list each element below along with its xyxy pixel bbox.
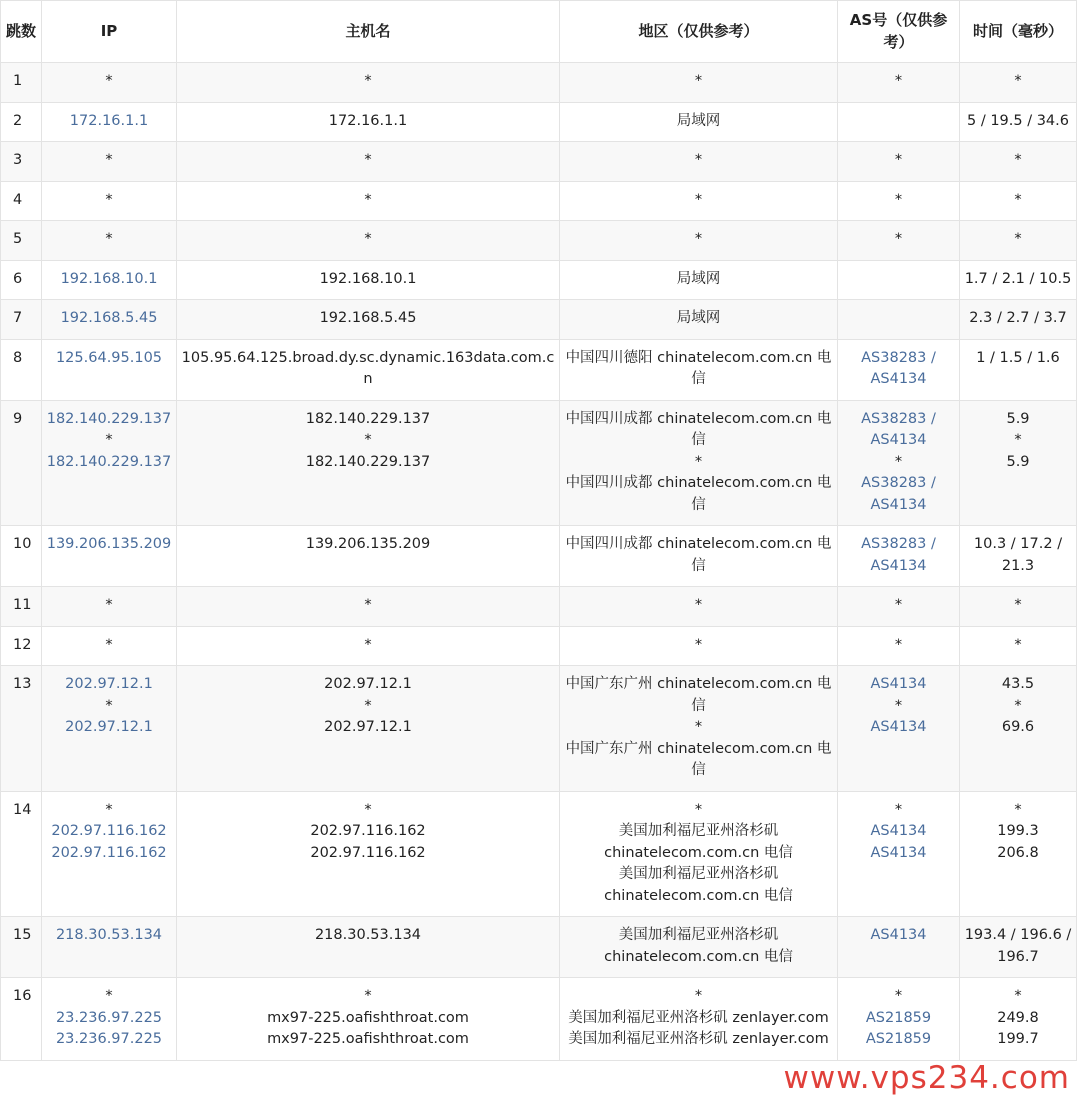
as-link[interactable]: AS38283 / AS4134	[861, 475, 936, 513]
cell-region	[560, 626, 838, 666]
cell-time	[960, 666, 1077, 792]
cell-region	[560, 181, 838, 221]
table-row	[1, 300, 1077, 340]
cell-host	[177, 587, 560, 627]
cell-time-text: *	[1014, 191, 1022, 208]
cell-region-text: *	[694, 231, 703, 247]
ip-link[interactable]: 172.16.1.1	[69, 112, 149, 129]
cell-as	[838, 181, 960, 221]
cell-as	[838, 526, 960, 587]
cell-region-text: 局域网	[676, 310, 721, 326]
cell-time-text: *	[1014, 988, 1022, 1004]
cell-as	[838, 300, 960, 340]
cell-ip-text: *	[105, 988, 113, 1004]
cell-hop: 3	[1, 142, 42, 182]
cell-time-text: 5.9	[1006, 453, 1030, 470]
cell-host-text: *	[364, 191, 372, 208]
cell-as	[838, 221, 960, 261]
cell-time	[960, 260, 1077, 300]
cell-hop: 15	[1, 917, 42, 978]
cell-host	[177, 300, 560, 340]
cell-as	[838, 400, 960, 526]
cell-as	[838, 917, 960, 978]
cell-region	[560, 400, 838, 526]
cell-host-text: mx97-225.oafishthroat.com	[267, 1031, 469, 1047]
cell-region-text: 美国加利福尼亚州洛杉矶 zenlayer.com	[568, 1031, 829, 1047]
cell-time-text: 206.8	[997, 844, 1039, 861]
cell-region	[560, 221, 838, 261]
header-ip: IP	[42, 1, 177, 63]
cell-as-text: *	[894, 191, 903, 208]
cell-ip-text: *	[105, 73, 113, 89]
cell-region-text: 中国四川成都 chinatelecom.com.cn 电信	[565, 475, 832, 513]
cell-region	[560, 526, 838, 587]
table-row	[1, 400, 1077, 526]
cell-ip	[42, 400, 177, 526]
cell-region	[560, 339, 838, 400]
cell-ip	[42, 221, 177, 261]
cell-host-text: 192.168.10.1	[319, 270, 417, 287]
cell-ip	[42, 978, 177, 1061]
cell-host	[177, 260, 560, 300]
cell-time-text: 10.3 / 17.2 / 21.3	[973, 536, 1063, 574]
cell-time	[960, 587, 1077, 627]
cell-time-text: 249.8	[997, 1009, 1039, 1026]
cell-time-text: 199.7	[997, 1031, 1039, 1047]
watermark: www.vps234.com	[783, 1060, 1070, 1096]
cell-hop: 16	[1, 978, 42, 1061]
cell-as-text: *	[894, 988, 903, 1004]
cell-time	[960, 400, 1077, 526]
cell-host-text: 202.97.116.162	[310, 844, 426, 861]
cell-as	[838, 63, 960, 103]
cell-ip-text: *	[105, 231, 113, 247]
cell-host-text: *	[364, 988, 372, 1004]
cell-host-text: *	[364, 801, 372, 818]
cell-host	[177, 221, 560, 261]
cell-hop: 10	[1, 526, 42, 587]
as-link[interactable]: AS21859	[865, 1031, 932, 1047]
cell-ip	[42, 526, 177, 587]
cell-region-text: 中国广东广州 chinatelecom.com.cn 电信	[565, 676, 832, 714]
cell-time-text: *	[1014, 152, 1022, 168]
cell-ip-text: *	[105, 636, 113, 653]
cell-time-text: *	[1014, 697, 1022, 714]
cell-host-text: mx97-225.oafishthroat.com	[267, 1009, 469, 1026]
cell-time	[960, 142, 1077, 182]
cell-hop: 6	[1, 260, 42, 300]
cell-time-text: 5.9	[1006, 410, 1030, 427]
cell-host-text: *	[364, 697, 372, 714]
cell-ip-text: *	[105, 801, 113, 818]
cell-host	[177, 666, 560, 792]
cell-hop: 7	[1, 300, 42, 340]
cell-region	[560, 260, 838, 300]
cell-time	[960, 181, 1077, 221]
cell-region-text: *	[694, 988, 703, 1004]
cell-host	[177, 63, 560, 103]
as-link[interactable]: AS4134	[870, 844, 927, 861]
cell-region-text: *	[694, 152, 703, 168]
cell-region-text: 中国四川德阳 chinatelecom.com.cn 电信	[565, 349, 832, 387]
cell-as	[838, 260, 960, 300]
ip-link[interactable]: 23.236.97.225	[55, 1009, 163, 1026]
cell-host	[177, 142, 560, 182]
as-link[interactable]: AS38283 / AS4134	[861, 536, 936, 574]
cell-region-text: *	[694, 597, 703, 613]
as-link[interactable]: AS4134	[870, 823, 927, 839]
table-row	[1, 526, 1077, 587]
cell-region-text: *	[694, 801, 703, 818]
cell-host-text: 202.97.12.1	[324, 719, 412, 735]
cell-host-text: *	[364, 152, 372, 168]
cell-time-text: 2.3 / 2.7 / 3.7	[969, 310, 1067, 326]
cell-hop: 12	[1, 626, 42, 666]
cell-host-text: 172.16.1.1	[328, 112, 408, 129]
cell-hop: 1	[1, 63, 42, 103]
cell-host-text: 218.30.53.134	[314, 927, 422, 943]
cell-hop: 2	[1, 102, 42, 142]
cell-region	[560, 63, 838, 103]
cell-time-text: 5 / 19.5 / 34.6	[966, 112, 1069, 129]
cell-as	[838, 339, 960, 400]
ip-link[interactable]: 182.140.229.137	[46, 410, 172, 427]
table-row	[1, 978, 1077, 1061]
cell-ip	[42, 142, 177, 182]
cell-time	[960, 526, 1077, 587]
cell-as	[838, 587, 960, 627]
cell-region-text: *	[694, 636, 703, 653]
cell-ip-text: *	[105, 697, 113, 714]
header-as: AS号（仅供参考）	[838, 1, 960, 63]
cell-host-text: 182.140.229.137	[305, 410, 431, 427]
cell-region-text: *	[694, 73, 703, 89]
as-link[interactable]: AS4134	[870, 719, 927, 735]
cell-hop: 5	[1, 221, 42, 261]
cell-ip	[42, 260, 177, 300]
ip-link[interactable]: 192.168.5.45	[60, 310, 158, 326]
cell-host-text: 105.95.64.125.broad.dy.sc.dynamic.163data.com.cn	[181, 349, 555, 387]
cell-ip-text: *	[105, 152, 113, 168]
cell-as	[838, 791, 960, 917]
cell-ip	[42, 63, 177, 103]
cell-time-text: 69.6	[1001, 719, 1035, 735]
cell-ip	[42, 626, 177, 666]
cell-host-text: *	[364, 432, 372, 448]
cell-hop: 13	[1, 666, 42, 792]
cell-as-text: *	[894, 636, 903, 653]
table-row	[1, 63, 1077, 103]
cell-host-text: 202.97.12.1	[324, 676, 412, 692]
cell-region	[560, 791, 838, 917]
cell-region-text: *	[694, 719, 703, 735]
cell-region-text: 美国加利福尼亚州洛杉矶 chinatelecom.com.cn 电信	[604, 866, 793, 904]
cell-time-text: *	[1014, 636, 1022, 653]
table-row	[1, 142, 1077, 182]
cell-host	[177, 626, 560, 666]
cell-host-text: *	[364, 597, 372, 613]
cell-ip	[42, 181, 177, 221]
cell-region-text: *	[694, 191, 703, 208]
cell-time-text: 193.4 / 196.6 / 196.7	[964, 927, 1072, 965]
cell-time-text: 1.7 / 2.1 / 10.5	[964, 270, 1072, 287]
ip-link[interactable]: 182.140.229.137	[46, 453, 172, 470]
cell-ip	[42, 587, 177, 627]
cell-time	[960, 300, 1077, 340]
cell-ip	[42, 102, 177, 142]
cell-time	[960, 791, 1077, 917]
cell-as	[838, 142, 960, 182]
cell-time-text: *	[1014, 432, 1022, 448]
as-link[interactable]: AS4134	[870, 927, 927, 943]
cell-as	[838, 626, 960, 666]
cell-region	[560, 587, 838, 627]
ip-link[interactable]: 139.206.135.209	[46, 536, 172, 552]
cell-host	[177, 791, 560, 917]
cell-hop: 11	[1, 587, 42, 627]
header-time: 时间（毫秒）	[960, 1, 1077, 63]
as-link[interactable]: AS21859	[865, 1009, 932, 1026]
cell-time	[960, 221, 1077, 261]
cell-host-text: *	[364, 636, 372, 653]
ip-link[interactable]: 192.168.10.1	[60, 270, 158, 287]
cell-hop: 4	[1, 181, 42, 221]
cell-region	[560, 142, 838, 182]
table-row	[1, 587, 1077, 627]
cell-host	[177, 917, 560, 978]
as-link[interactable]: AS38283 / AS4134	[861, 349, 936, 387]
cell-ip	[42, 300, 177, 340]
table-row	[1, 666, 1077, 792]
as-link[interactable]: AS4134	[870, 676, 927, 692]
cell-host	[177, 102, 560, 142]
cell-as	[838, 102, 960, 142]
table-row	[1, 917, 1077, 978]
table-row	[1, 102, 1077, 142]
cell-host-text: 192.168.5.45	[319, 310, 417, 326]
as-link[interactable]: AS38283 / AS4134	[861, 410, 936, 448]
cell-time-text: *	[1014, 597, 1022, 613]
cell-as-text: *	[894, 152, 903, 168]
cell-region-text: 中国四川成都 chinatelecom.com.cn 电信	[565, 410, 832, 448]
cell-region-text: 局域网	[676, 112, 721, 129]
cell-host	[177, 339, 560, 400]
cell-host	[177, 400, 560, 526]
cell-as-text: *	[894, 73, 903, 89]
cell-region	[560, 666, 838, 792]
table-row	[1, 221, 1077, 261]
ip-link[interactable]: 218.30.53.134	[55, 927, 163, 943]
cell-hop: 9	[1, 400, 42, 526]
ip-link[interactable]: 23.236.97.225	[55, 1031, 163, 1047]
header-host: 主机名	[177, 1, 560, 63]
cell-ip	[42, 339, 177, 400]
cell-ip	[42, 917, 177, 978]
cell-as-text: *	[894, 597, 903, 613]
cell-region	[560, 300, 838, 340]
cell-as-text: *	[894, 801, 903, 818]
cell-hop: 8	[1, 339, 42, 400]
cell-time-text: 199.3	[997, 823, 1039, 839]
table-row	[1, 260, 1077, 300]
ip-link[interactable]: 202.97.12.1	[65, 676, 153, 692]
table-header-row	[1, 1, 1077, 63]
cell-host	[177, 181, 560, 221]
table-row	[1, 339, 1077, 400]
cell-time-text: *	[1014, 801, 1022, 818]
cell-time	[960, 626, 1077, 666]
cell-region-text: *	[694, 453, 703, 470]
cell-host-text: 139.206.135.209	[305, 536, 431, 552]
cell-time	[960, 917, 1077, 978]
cell-time-text: *	[1014, 73, 1022, 89]
cell-host-text: *	[364, 231, 372, 247]
cell-ip	[42, 791, 177, 917]
cell-as-text: *	[894, 231, 903, 247]
cell-as	[838, 978, 960, 1061]
cell-ip	[42, 666, 177, 792]
cell-ip-text: *	[105, 597, 113, 613]
cell-region-text: 局域网	[676, 270, 721, 287]
cell-region	[560, 978, 838, 1061]
cell-region-text: 美国加利福尼亚州洛杉矶 zenlayer.com	[568, 1009, 829, 1026]
table-row	[1, 626, 1077, 666]
cell-as-text: *	[894, 453, 903, 470]
cell-region	[560, 102, 838, 142]
ip-link[interactable]: 202.97.116.162	[51, 844, 167, 861]
cell-host-text: 182.140.229.137	[305, 453, 431, 470]
table-row	[1, 181, 1077, 221]
table-row	[1, 791, 1077, 917]
cell-region-text: 中国四川成都 chinatelecom.com.cn 电信	[565, 536, 832, 574]
ip-link[interactable]: 202.97.12.1	[65, 719, 153, 735]
cell-hop: 14	[1, 791, 42, 917]
cell-region-text: 美国加利福尼亚州洛杉矶 chinatelecom.com.cn 电信	[604, 823, 793, 861]
cell-time	[960, 339, 1077, 400]
cell-host	[177, 526, 560, 587]
cell-region-text: 美国加利福尼亚州洛杉矶 chinatelecom.com.cn 电信	[604, 927, 793, 965]
cell-region-text: 中国广东广州 chinatelecom.com.cn 电信	[565, 740, 832, 778]
cell-host-text: *	[364, 73, 372, 89]
cell-time-text: 1 / 1.5 / 1.6	[976, 349, 1060, 366]
table-body	[1, 63, 1077, 1061]
cell-as	[838, 666, 960, 792]
ip-link[interactable]: 125.64.95.105	[55, 349, 163, 366]
cell-as-text: *	[894, 697, 903, 714]
cell-ip-text: *	[105, 432, 113, 448]
cell-time-text: *	[1014, 231, 1022, 247]
cell-ip-text: *	[105, 191, 113, 208]
header-region: 地区（仅供参考）	[560, 1, 838, 63]
header-hop: 跳数	[1, 1, 42, 63]
cell-region	[560, 917, 838, 978]
cell-time	[960, 978, 1077, 1061]
cell-host	[177, 978, 560, 1061]
cell-time-text: 43.5	[1001, 676, 1035, 692]
cell-time	[960, 63, 1077, 103]
ip-link[interactable]: 202.97.116.162	[51, 823, 167, 839]
cell-host-text: 202.97.116.162	[310, 823, 426, 839]
cell-time	[960, 102, 1077, 142]
